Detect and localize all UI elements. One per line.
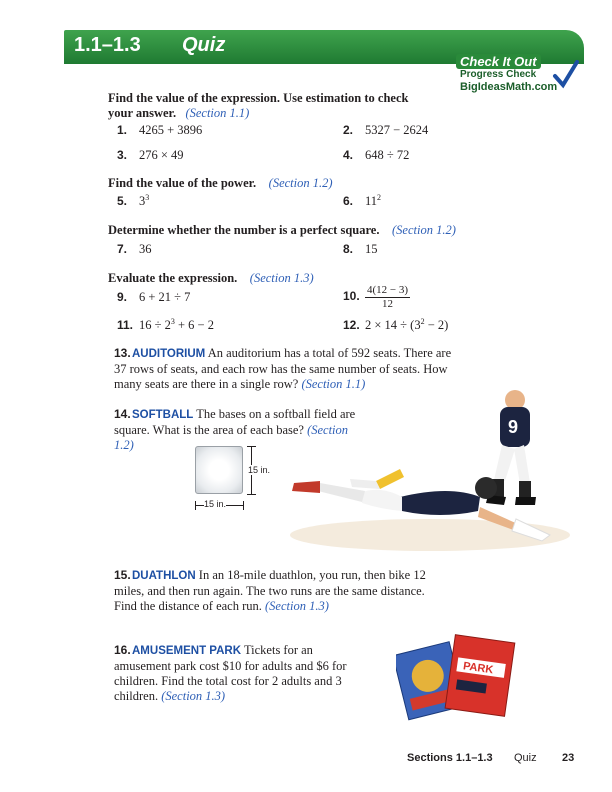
problem-10 <box>343 284 410 311</box>
expression-part: + 6 − 2 <box>174 318 214 332</box>
problem-number: 5. <box>117 194 128 208</box>
instruction-text: Evaluate the expression. <box>108 271 238 285</box>
footer-sections: Sections 1.1–1.3 <box>407 752 493 764</box>
section-ref: (Section 1.1) <box>185 106 250 120</box>
problem-12 <box>343 318 448 333</box>
problem-keyword: AUDITORIUM <box>132 348 206 360</box>
problem-1 <box>117 123 202 138</box>
page-number: 23 <box>562 752 575 764</box>
problem-11 <box>117 318 214 333</box>
instruction-text: Find the value of the expression. Use estimation to check <box>108 91 409 105</box>
problem-keyword: DUATHLON <box>132 570 196 582</box>
side-label-horizontal: 15 in. <box>204 499 227 509</box>
expression-part: 16 ÷ 2 <box>139 318 171 332</box>
problem-number: 15. <box>114 568 131 582</box>
problem-text: In an 18-mile duathlon, you run, then bike 12 miles, and then run again. The two runs are the same distance. Find the distance of each run. <box>114 568 426 613</box>
problem-number: 14. <box>114 407 131 421</box>
problem-number: 10. <box>343 289 360 304</box>
problem-number: 3. <box>117 148 128 162</box>
footer-label: Quiz <box>514 752 537 764</box>
instruction-text: Find the value of the power. <box>108 176 257 190</box>
expression: 15 <box>365 242 378 256</box>
problem-8 <box>343 242 378 257</box>
problem-number: 4. <box>343 148 354 162</box>
instruction-group-4 <box>108 271 314 286</box>
badge-url[interactable]: BigIdeasMath.com <box>460 81 558 93</box>
expression-part: 2 × 14 ÷ (3 <box>365 318 421 332</box>
amusement-park-tickets-photo <box>396 630 516 722</box>
problem-6 <box>343 194 381 209</box>
instruction-text: Determine whether the number is a perfect square. <box>108 223 380 237</box>
problem-number: 1. <box>117 123 128 137</box>
dimension-tick <box>247 494 256 495</box>
section-ref: (Section 1.3) <box>265 599 329 613</box>
section-ref: (Section 1.3) <box>249 271 314 285</box>
page-title: Quiz <box>182 34 226 56</box>
power-base: 3 <box>139 194 146 208</box>
instruction-text-2: your answer. <box>108 106 177 120</box>
softball-base-square <box>195 446 243 494</box>
section-ref: (Section 1.2) <box>268 176 333 190</box>
jersey-number: 9 <box>508 417 519 437</box>
problem-4 <box>343 148 409 163</box>
problem-number: 2. <box>343 123 354 137</box>
problem-3 <box>117 148 184 163</box>
dimension-tick <box>243 501 244 510</box>
softball-players-photo <box>280 385 570 555</box>
fraction-numerator: 4(12 − 3) <box>367 284 409 296</box>
section-range: 1.1–1.3 <box>74 34 141 56</box>
expression: 276 × 49 <box>139 148 184 162</box>
power-base: 11 <box>365 194 378 208</box>
problem-number: 8. <box>343 242 354 256</box>
power-exponent: 2 <box>377 192 382 202</box>
section-ref: (Section 1.1) <box>301 377 366 391</box>
instruction-group-3 <box>108 223 456 238</box>
expression: 648 ÷ 72 <box>365 148 410 162</box>
ticket-label: PARK <box>462 660 495 677</box>
dimension-tick <box>247 446 256 447</box>
problem-keyword: AMUSEMENT PARK <box>132 645 242 657</box>
expression: 5327 − 2624 <box>365 123 429 137</box>
problem-text: The bases on a softball field are square. What is the area of each base? <box>114 407 356 437</box>
problem-number: 13. <box>114 346 131 360</box>
problem-number: 7. <box>117 242 128 256</box>
expression-part: − 2) <box>424 318 449 332</box>
word-problem-15 <box>114 568 434 614</box>
dimension-tick <box>195 501 196 510</box>
problem-keyword: SOFTBALL <box>132 409 194 421</box>
problem-text: An auditorium has a total of 592 seats. There are 37 rows of seats, and each row has the same number of seats. How many seats are there in a single row? <box>114 346 452 391</box>
power-exponent: 3 <box>170 316 175 326</box>
problem-2 <box>343 123 428 138</box>
instruction-group-1 <box>108 91 408 121</box>
side-label-vertical: 15 in. <box>248 465 271 475</box>
problem-number: 6. <box>343 194 354 208</box>
problem-5 <box>117 194 149 209</box>
problem-9 <box>117 290 190 305</box>
badge-line1: Check It Out <box>456 54 541 69</box>
section-ref: (Section 1.2) <box>114 423 349 452</box>
badge-line2: Progress Check <box>460 69 537 80</box>
problem-text: Tickets for an amusement park cost $10 for adults and $6 for children. Find the total cost for 2 adults and 3 children. <box>114 643 347 703</box>
power-exponent: 3 <box>145 192 150 202</box>
expression: 6 + 21 ÷ 7 <box>139 290 191 304</box>
problem-number: 12. <box>343 318 360 332</box>
section-ref: (Section 1.3) <box>161 689 226 703</box>
section-ref: (Section 1.2) <box>391 223 456 237</box>
expression: 4265 + 3896 <box>139 123 203 137</box>
problem-number: 16. <box>114 643 131 657</box>
word-problem-16 <box>114 643 364 704</box>
instruction-group-2 <box>108 176 333 191</box>
problem-number: 11. <box>117 318 134 332</box>
power-exponent: 2 <box>420 316 425 326</box>
expression: 36 <box>139 242 152 256</box>
check-it-out-badge[interactable] <box>454 54 584 96</box>
problem-7 <box>117 242 152 257</box>
fraction-denominator: 12 <box>382 298 394 310</box>
checkmark-icon <box>552 58 580 90</box>
fraction <box>365 284 410 311</box>
problem-number: 9. <box>117 290 128 304</box>
